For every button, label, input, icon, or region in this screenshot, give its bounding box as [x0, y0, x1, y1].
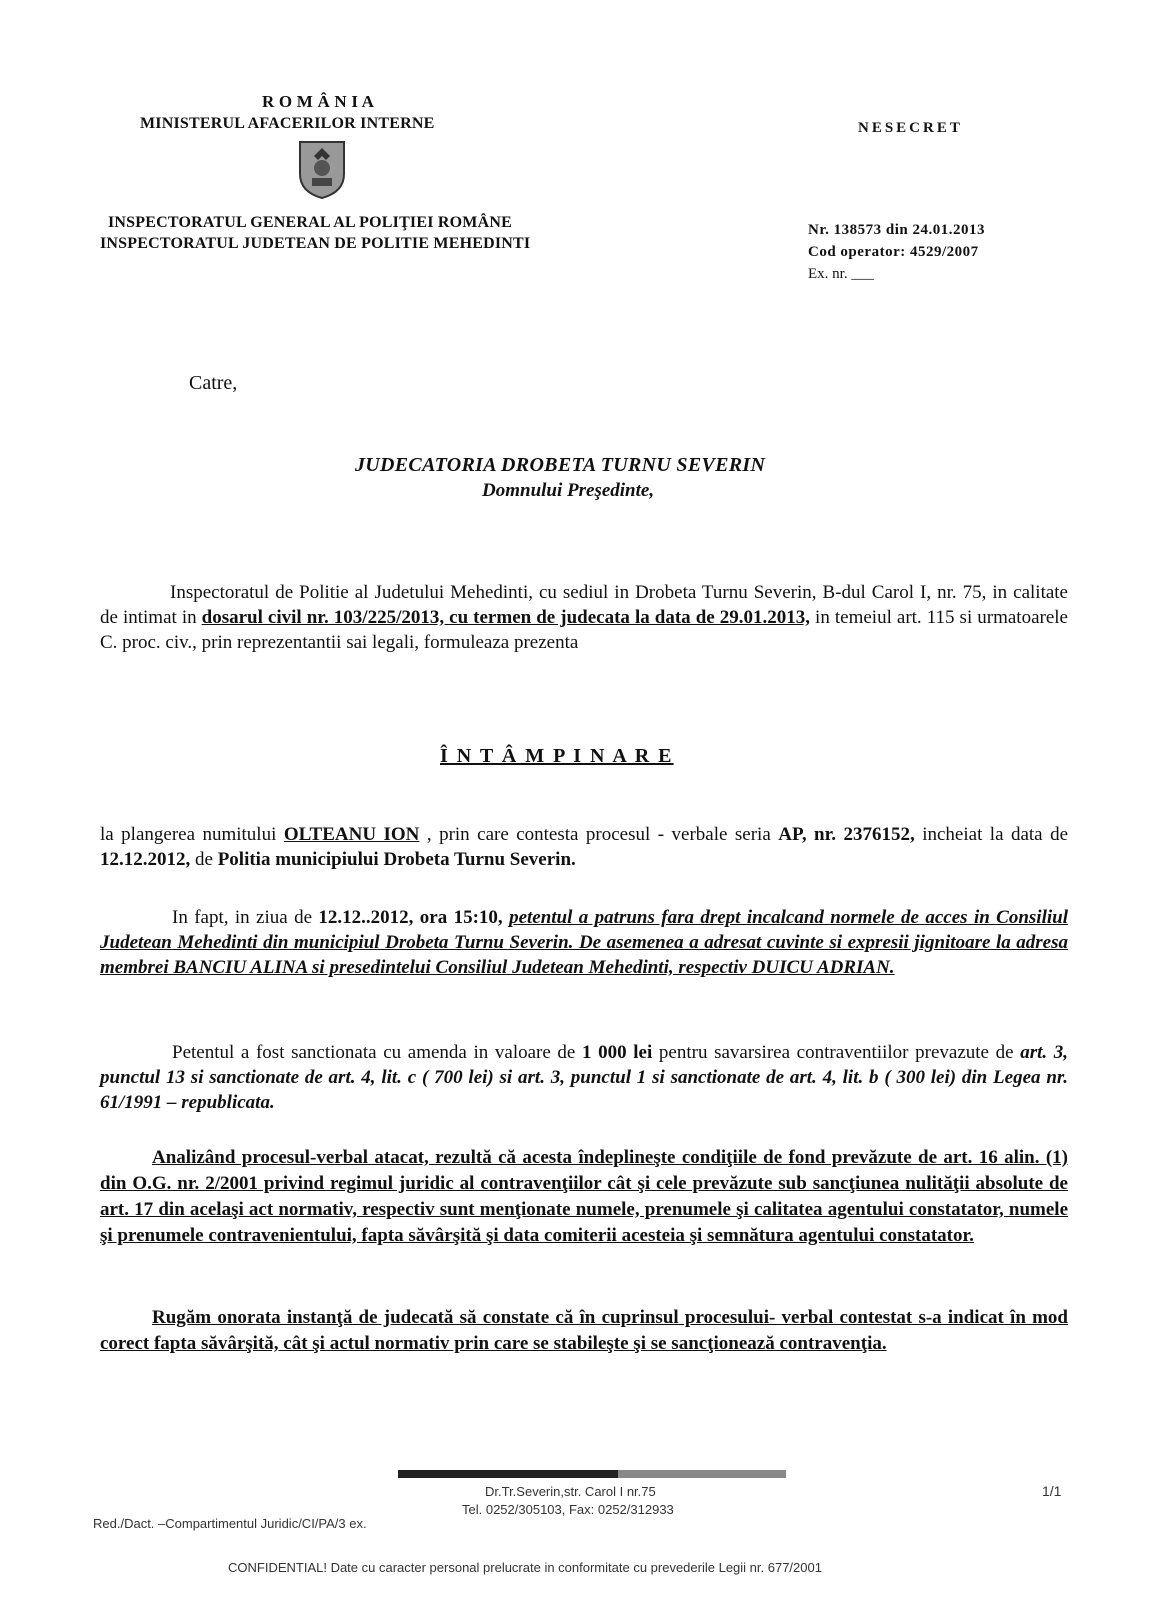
copy-number: Ex. nr. ___: [808, 266, 874, 282]
legal-articles: art. 3, punctul 13 si sanctionate de art. 4, lit. c ( 700 lei) si art. 3, punctul 1 si sanctionate de art. 4, lit. b ( 300 lei) din Legea nr. 61/1991 – republicata.: [100, 1042, 1068, 1113]
report-series: AP, nr. 2376152,: [778, 824, 915, 845]
inspectorate-county: INSPECTORATUL JUDETEAN DE POLITIE MEHEDINTI: [100, 235, 531, 252]
intro-text-2: in temeiul art. 115 si urmatoarele C. proc. civ., prin reprezentantii sai legali, formuleaza prezenta: [100, 607, 1068, 653]
issuing-police: Politia municipiului Drobeta Turnu Severin.: [217, 849, 576, 870]
facts-paragraph: [100, 905, 1068, 980]
ministry-name: MINISTERUL AFACERILOR INTERNE: [140, 115, 435, 132]
confidential-notice: CONFIDENTIAL! Date cu caracter personal prelucrate in conformitate cu prevederile Legii nr. 677/2001: [228, 1560, 822, 1575]
intro-paragraph: [100, 580, 1068, 655]
complaint-text-2: , prin care contesta procesul - verbale seria: [419, 824, 779, 845]
classification-mark: NESECRET: [858, 120, 963, 136]
footer-bar-light: [618, 1470, 786, 1478]
page-number: 1/1: [1042, 1483, 1062, 1499]
complaint-text-4: de: [190, 849, 218, 870]
document-title: Î N T Â M P I N A R E: [440, 745, 674, 767]
court-name: JUDECATORIA DROBETA TURNU SEVERIN: [355, 454, 766, 476]
facts-description: petentul a patruns fara drept incalcand normele de acces in Consiliul Judetean Mehedinti din municipiul Drobeta Turnu Severin. De asemenea a adresat cuvinte si expresii jignitoare la adresa membrei BANCIU ALINA si presedintelui Consiliul Judetean Mehedinti, respectiv DUICU ADRIAN.: [100, 907, 1068, 978]
salutation-to: Catre,: [189, 372, 238, 394]
country-name: R O M Â N I A: [262, 92, 375, 111]
facts-text-1: In fapt, in ziua de: [172, 907, 319, 928]
report-date: 12.12.2012,: [100, 849, 191, 870]
case-reference: dosarul civil nr. 103/225/2013, cu termen de judecata la data de 29.01.2013,: [201, 607, 811, 628]
complaint-text-3: incheiat la data de: [914, 824, 1069, 845]
complaint-text-1: la plangerea numitului: [100, 824, 284, 845]
footer-phone: Tel. 0252/305103, Fax: 0252/312933: [462, 1502, 674, 1517]
sanction-text-2: pentru savarsirea contraventiilor prevazute de: [652, 1042, 1021, 1063]
analysis-paragraph: [100, 1145, 1068, 1249]
petitioner-name: OLTEANU ION: [283, 824, 420, 845]
romanian-coat-of-arms-icon: [296, 138, 348, 200]
court-president: Domnului Preşedinte,: [482, 480, 655, 501]
footer-bar-dark: [398, 1470, 618, 1478]
request-paragraph: [100, 1305, 1068, 1357]
complaint-paragraph: [100, 822, 1068, 872]
intro-text-1: Inspectoratul de Politie al Judetului Mehedinti, cu sediul in Drobeta Turnu Severin, B-dul Carol I, nr. 75, in calitate de intimat in: [100, 582, 1068, 628]
analysis-text: Analizând procesul-verbal atacat, rezultă că acesta îndeplineşte condiţiile de fond prevăzute de art. 16 alin. (1) din O.G. nr. 2/2001 privind regimul juridic al contravenţiilor cât şi cele prevăzute sub sancţiunea nulităţii absolute de art. 17 din acelaşi act normativ, respectiv sunt menţionate numele, prenumele şi calitatea agentului constatator, numele şi prenumele contravenientului, fapta săvârşită şi data comiterii acesteia şi semnătura agentului constatator.: [100, 1147, 1068, 1246]
request-text: Rugăm onorata instanţă de judecată să constate că în cuprinsul procesului- verbal contestat s-a indicat în mod corect fapta săvârşită, cât şi actul normativ prin care se stabileşte şi se sancţionează contravenţia.: [100, 1307, 1068, 1354]
sanction-text-1: Petentul a fost sanctionata cu amenda in valoare de: [172, 1042, 582, 1063]
incident-datetime: 12.12..2012, ora 15:10,: [318, 907, 503, 928]
sanction-paragraph: [100, 1040, 1068, 1115]
footer-address: Dr.Tr.Severin,str. Carol I nr.75: [485, 1484, 656, 1499]
registration-number: Nr. 138573 din 24.01.2013: [808, 222, 985, 238]
fine-amount: 1 000 lei: [582, 1042, 653, 1063]
inspectorate-general: INSPECTORATUL GENERAL AL POLIŢIEI ROMÂNE: [108, 214, 512, 231]
operator-code: Cod operator: 4529/2007: [808, 244, 979, 260]
redaction-note: Red./Dact. –Compartimentul Juridic/CI/PA/3 ex.: [93, 1516, 367, 1531]
